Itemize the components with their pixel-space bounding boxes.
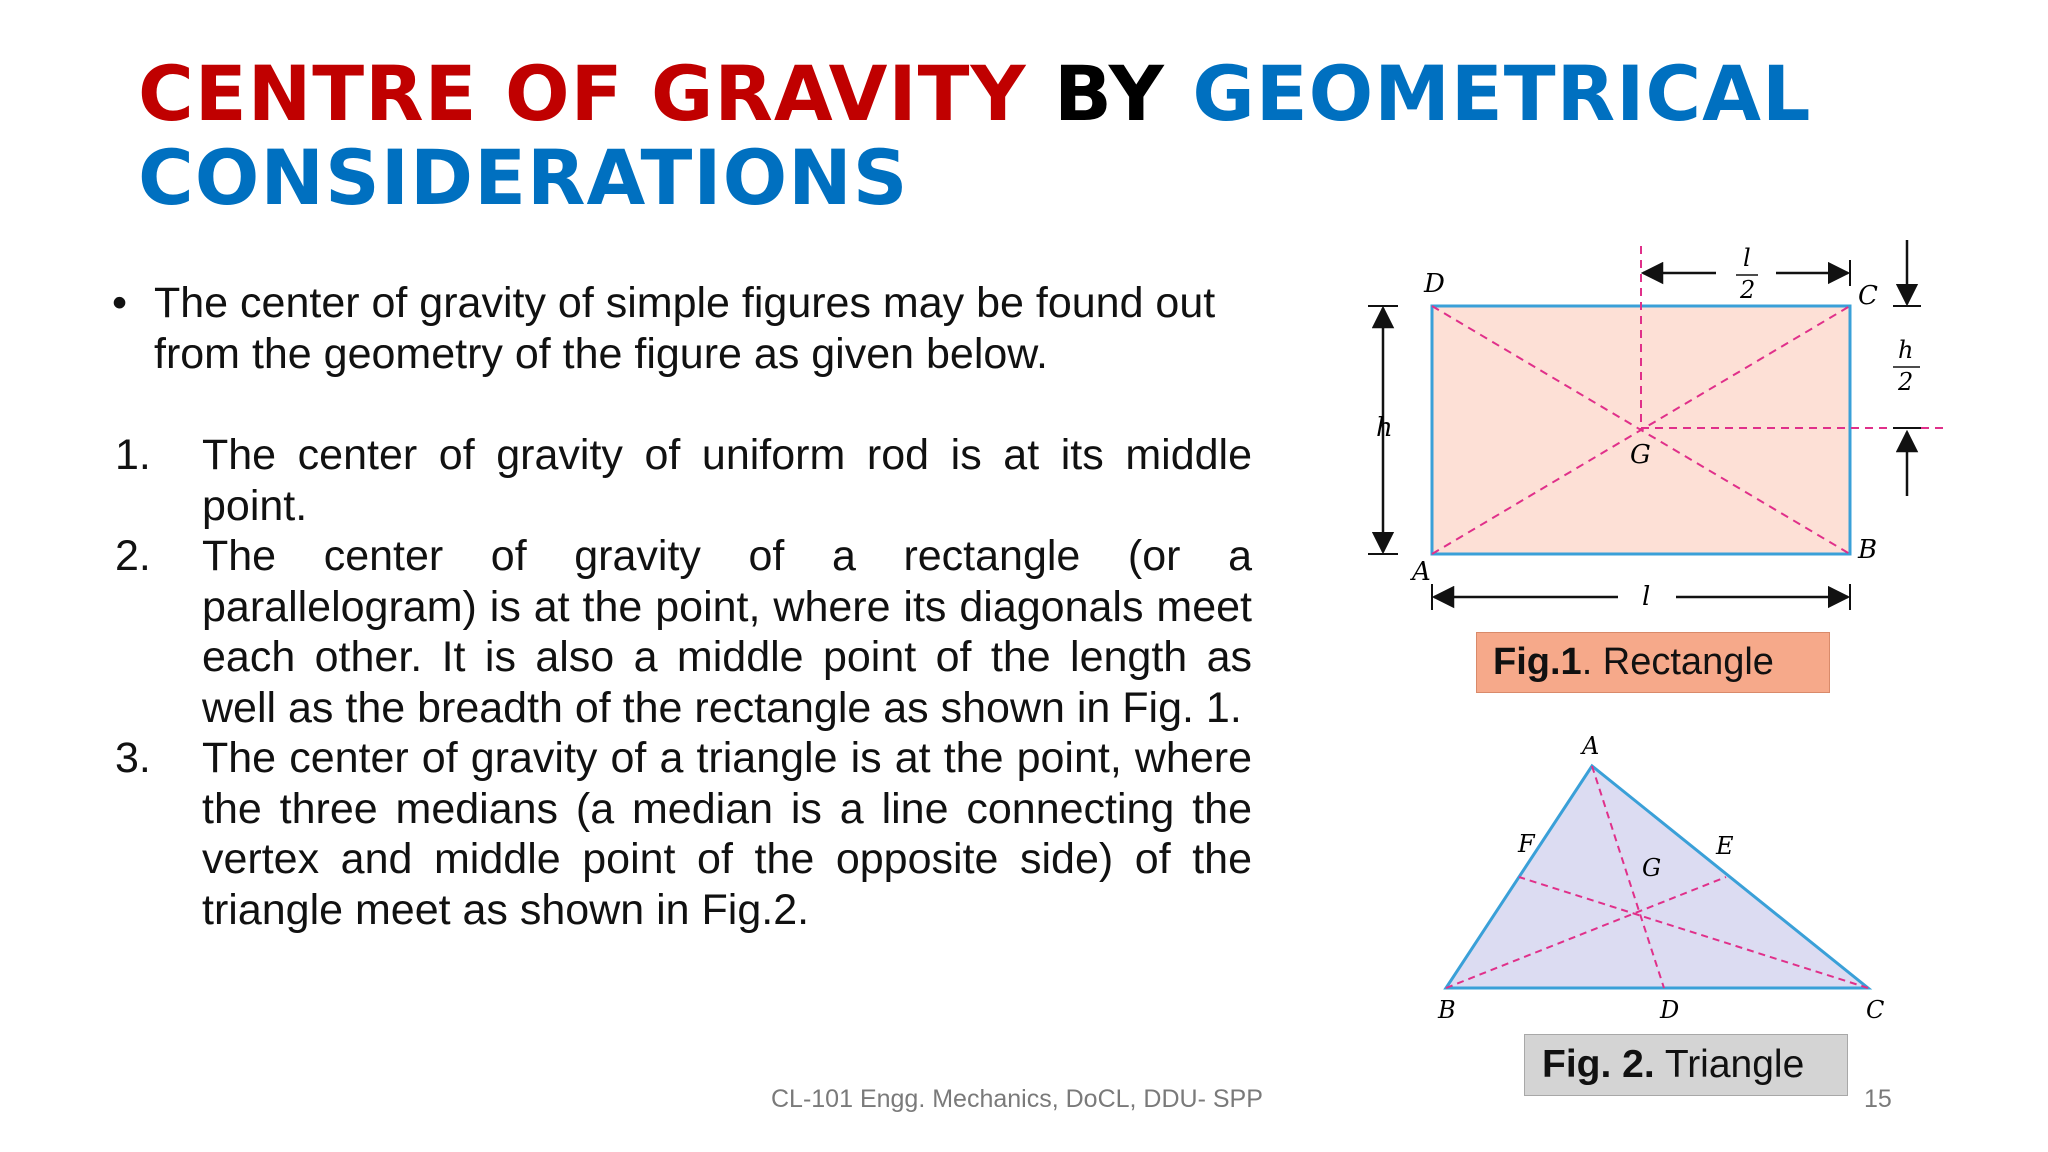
label-a: A (1582, 732, 1600, 760)
caption-1-text: . Rectangle (1581, 641, 1774, 683)
list-item-text: The center of gravity of a triangle is at the point, where the three medians (a median is a line connecting the vertex and middle point of the opposite side) of the triangle meet as shown in Fig.2. (202, 734, 1252, 934)
list-item-number: 3. (115, 734, 151, 782)
title-part-black: BY (1054, 49, 1165, 138)
list-item (112, 430, 1252, 531)
triangle-figure (1420, 730, 1900, 1030)
caption-2-text: Triangle (1654, 1043, 1805, 1086)
bullet-icon: • (112, 279, 128, 327)
label-f: F (1518, 830, 1535, 858)
label-d: D (1660, 996, 1680, 1024)
figure-1-caption (1476, 632, 1830, 693)
slide-title (138, 49, 1958, 222)
rectangle-figure (1340, 230, 1960, 630)
label-half-l-num: l (1743, 244, 1751, 272)
label-a: A (1412, 557, 1431, 587)
list-item (112, 733, 1252, 935)
label-g: G (1630, 440, 1651, 470)
page-number: 15 (1864, 1085, 1892, 1113)
list-item-number: 1. (115, 431, 151, 479)
list-item-text: The center of gravity of uniform rod is at its middle point. (202, 431, 1252, 530)
title-part-blue: GEOMETRICAL (1192, 49, 1812, 138)
intro-bullet (112, 278, 1252, 379)
caption-2-bold: Fig. 2. (1542, 1043, 1655, 1086)
label-c: C (1866, 996, 1885, 1024)
label-g: G (1642, 854, 1662, 882)
label-e: E (1716, 832, 1734, 860)
label-half-h-num: h (1898, 336, 1914, 364)
list-item-number: 2. (115, 532, 151, 580)
intro-text: The center of gravity of simple figures may be found out from the geometry of the figure as given below. (154, 279, 1216, 378)
caption-1-bold: Fig.1 (1493, 641, 1582, 683)
label-h: h (1376, 413, 1393, 443)
label-b: B (1858, 535, 1878, 565)
label-half-h-den: 2 (1898, 368, 1914, 396)
figure-2-caption (1524, 1034, 1848, 1096)
label-l: l (1642, 582, 1651, 612)
label-half-l-den: 2 (1740, 276, 1756, 304)
list-item (112, 531, 1252, 733)
title-part-blue-2: CONSIDERATIONS (138, 133, 909, 222)
list-item-text: The center of gravity of a rectangle (or a parallelogram) is at the point, where its diagonals meet each other. It is also a middle point of the length as well as the breadth of the rectangle as shown in Fig. 1. (202, 532, 1252, 732)
footer-text: CL-101 Engg. Mechanics, DoCL, DDU- SPP (771, 1085, 1263, 1113)
label-d: D (1424, 269, 1445, 299)
label-b: B (1438, 996, 1456, 1024)
label-c: C (1858, 281, 1878, 311)
title-part-red: CENTRE OF GRAVITY (138, 49, 1027, 138)
slide-body (112, 278, 1252, 935)
